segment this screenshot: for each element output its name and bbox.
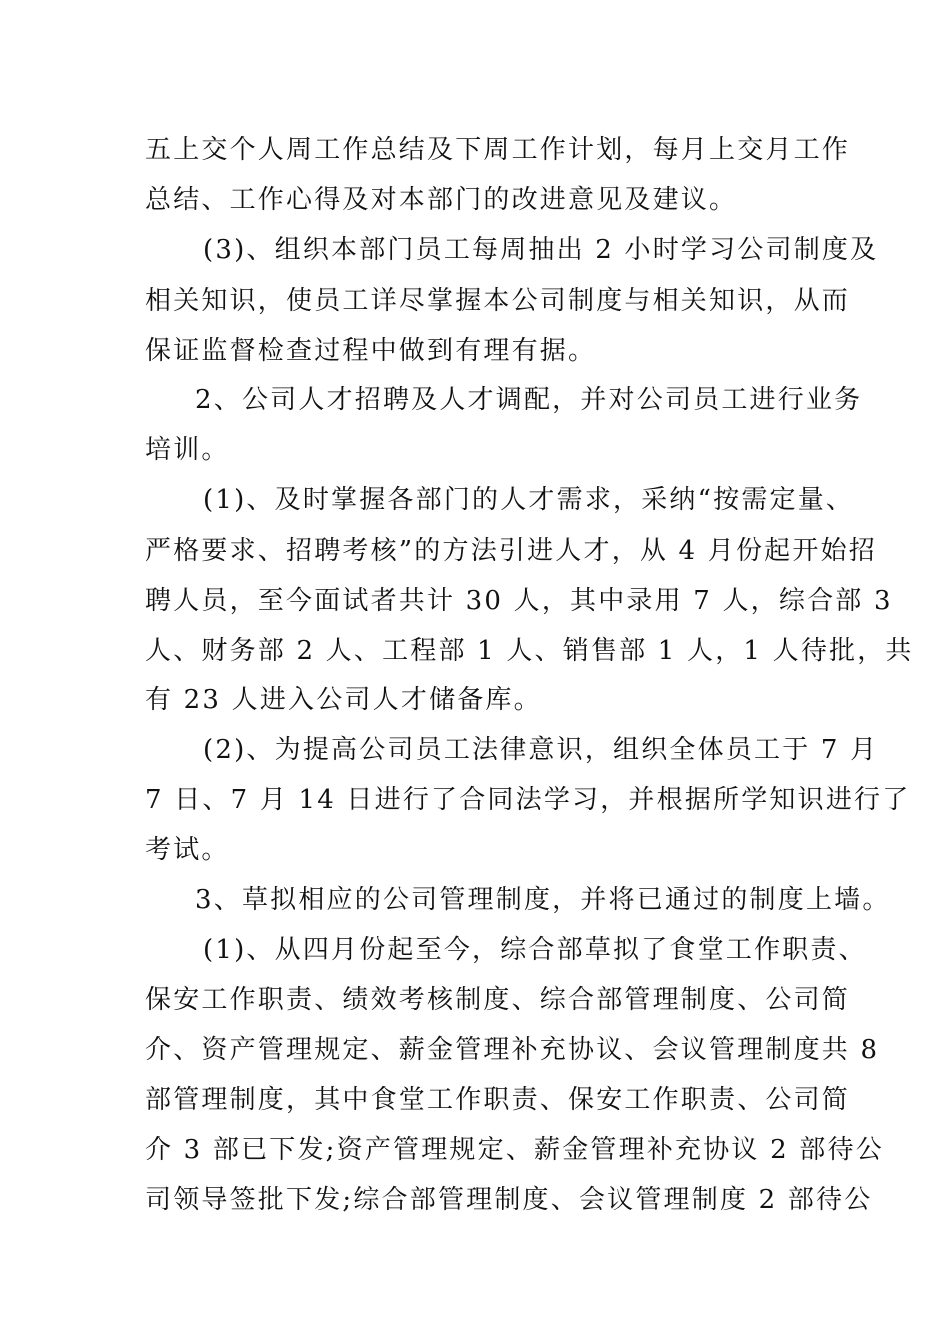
text-line: 保安工作职责、绩效考核制度、综合部管理制度、公司简 bbox=[145, 985, 851, 1015]
text-line: 考试。 bbox=[145, 835, 230, 865]
text-line: 2、公司人才招聘及人才调配，并对公司员工进行业务 bbox=[195, 385, 863, 415]
text-line: 聘人员，至今面试者共计 30 人，其中录用 7 人，综合部 3 bbox=[145, 586, 893, 616]
text-line: (2)、为提高公司员工法律意识，组织全体员工于 7 月 bbox=[203, 735, 879, 765]
text-line: 相关知识，使员工详尽掌握本公司制度与相关知识，从而 bbox=[145, 286, 851, 316]
text-line: 人、财务部 2 人、工程部 1 人、销售部 1 人，1 人待批，共 bbox=[145, 636, 914, 666]
text-line: 培训。 bbox=[145, 435, 230, 465]
text-line: 保证监督检查过程中做到有理有据。 bbox=[145, 336, 597, 366]
text-line: 总结、工作心得及对本部门的改进意见及建议。 bbox=[145, 185, 738, 215]
text-line: 五上交个人周工作总结及下周工作计划，每月上交月工作 bbox=[145, 135, 851, 165]
text-line: 司领导签批下发;综合部管理制度、会议管理制度 2 部待公 bbox=[145, 1185, 873, 1215]
text-line: (3)、组织本部门员工每周抽出 2 小时学习公司制度及 bbox=[203, 235, 879, 265]
text-line: 部管理制度，其中食堂工作职责、保安工作职责、公司简 bbox=[145, 1085, 851, 1115]
text-line: (1)、从四月份起至今，综合部草拟了食堂工作职责、 bbox=[203, 935, 867, 965]
text-line: 3、草拟相应的公司管理制度，并将已通过的制度上墙。 bbox=[195, 885, 891, 915]
text-line: 有 23 人进入公司人才储备库。 bbox=[145, 685, 542, 715]
text-line: (1)、及时掌握各部门的人才需求，采纳“按需定量、 bbox=[203, 485, 855, 515]
text-line: 介 3 部已下发;资产管理规定、薪金管理补充协议 2 部待公 bbox=[145, 1135, 884, 1165]
text-line: 介、资产管理规定、薪金管理补充协议、会议管理制度共 8 bbox=[145, 1035, 880, 1065]
text-line: 严格要求、招聘考核”的方法引进人才，从 4 月份起开始招 bbox=[145, 536, 877, 566]
text-line: 7 日、7 月 14 日进行了合同法学习，并根据所学知识进行了 bbox=[145, 785, 911, 815]
